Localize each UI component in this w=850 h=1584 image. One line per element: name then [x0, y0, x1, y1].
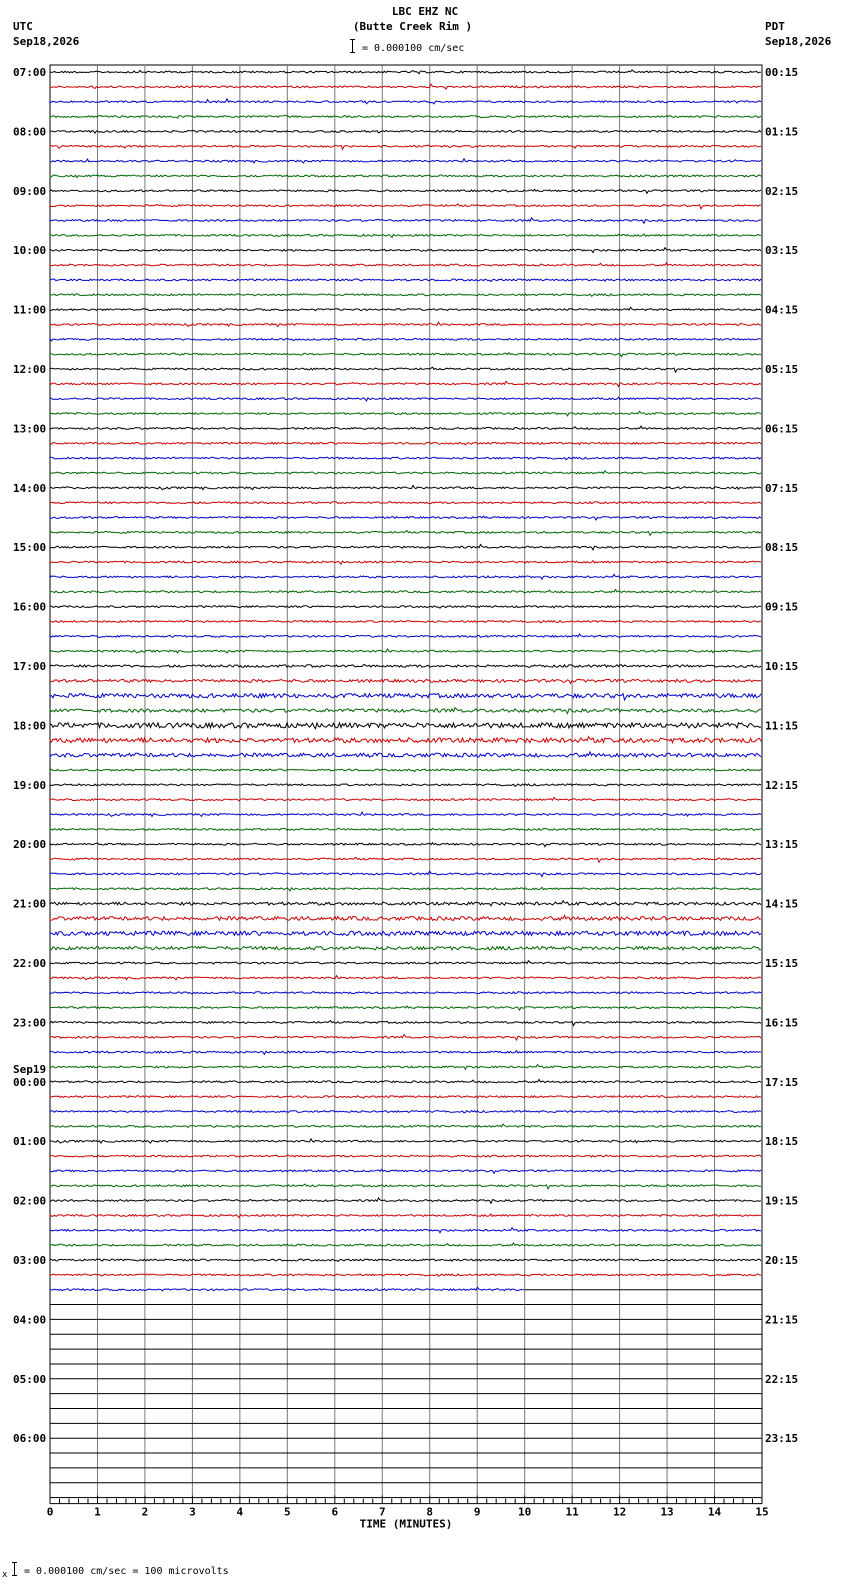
- utc-hour-label: 09:00: [13, 184, 47, 198]
- x-tick-label: 14: [707, 1505, 722, 1519]
- trace-row-54: [50, 871, 761, 876]
- trace-row-18: [50, 338, 761, 341]
- x-tick-label: 2: [141, 1505, 149, 1519]
- trace-row-44: [50, 723, 761, 729]
- trace-row-22: [50, 397, 761, 401]
- utc-hour-label: 08:00: [13, 125, 47, 139]
- trace-row-9: [50, 204, 761, 209]
- trace-row-13: [50, 263, 761, 266]
- pdt-hour-label: 22:15: [765, 1372, 799, 1386]
- trace-row-27: [50, 471, 761, 474]
- trace-row-75: [50, 1184, 761, 1189]
- utc-hour-label: 04:00: [13, 1313, 47, 1327]
- trace-row-35: [50, 590, 761, 593]
- trace-row-42: [50, 694, 761, 700]
- utc-hour-label: 22:00: [13, 957, 47, 970]
- footer-mark: x: [2, 1570, 8, 1580]
- station-title: LBC EHZ NC: [391, 5, 459, 18]
- trace-row-30: [50, 516, 761, 520]
- trace-row-58: [50, 931, 761, 936]
- trace-row-34: [50, 574, 761, 579]
- pdt-hour-label: 11:15: [765, 719, 799, 733]
- utc-hour-label: 02:00: [13, 1194, 47, 1208]
- pdt-hour-label: 09:15: [765, 600, 799, 614]
- trace-row-10: [50, 218, 761, 223]
- trace-row-1: [50, 84, 761, 89]
- left-date: Sep18,2026: [13, 35, 80, 48]
- trace-row-81: [50, 1274, 761, 1276]
- utc-hour-label: 06:00: [13, 1432, 47, 1446]
- utc-hour-label: 03:00: [13, 1254, 47, 1267]
- trace-row-17: [50, 322, 761, 326]
- pdt-hour-label: 18:15: [765, 1135, 799, 1149]
- x-tick-label: 10: [518, 1505, 532, 1519]
- trace-row-55: [50, 887, 761, 891]
- trace-row-63: [50, 1006, 761, 1010]
- trace-row-69: [50, 1096, 761, 1099]
- utc-hour-label: 18:00: [13, 719, 47, 733]
- trace-row-56: [50, 901, 761, 906]
- trace-row-47: [50, 769, 761, 772]
- trace-row-66: [50, 1051, 761, 1055]
- pdt-hour-label: 06:15: [765, 422, 799, 436]
- trace-row-16: [50, 307, 761, 310]
- trace-row-32: [50, 545, 761, 550]
- pdt-hour-label: 20:15: [765, 1254, 799, 1267]
- trace-row-19: [50, 353, 761, 357]
- trace-row-51: [50, 828, 761, 830]
- trace-row-52: [50, 843, 761, 847]
- trace-row-59: [50, 947, 761, 951]
- x-tick-label: 11: [565, 1505, 579, 1519]
- trace-row-45: [50, 737, 761, 743]
- x-axis: [47, 1496, 769, 1531]
- pdt-hour-label: 14:15: [765, 897, 799, 911]
- utc-hour-label: 10:00: [13, 244, 47, 258]
- utc-hour-label: 23:00: [13, 1016, 47, 1030]
- pdt-hour-label: 03:15: [765, 244, 799, 258]
- trace-row-76: [50, 1198, 761, 1203]
- site-name: (Butte Creek Rim ): [352, 20, 473, 33]
- x-tick-label: 3: [189, 1505, 196, 1519]
- trace-row-64: [50, 1021, 761, 1026]
- utc-hour-label: 00:00: [13, 1075, 47, 1089]
- trace-row-72: [50, 1139, 761, 1143]
- utc-hour-label: 19:00: [13, 778, 47, 792]
- trace-row-26: [50, 457, 761, 459]
- trace-row-0: [50, 70, 761, 74]
- trace-row-68: [50, 1080, 761, 1083]
- pdt-hour-label: 23:15: [765, 1432, 799, 1446]
- trace-row-8: [50, 189, 761, 193]
- trace-row-38: [50, 634, 761, 637]
- trace-row-24: [50, 426, 761, 429]
- utc-hour-label: 15:00: [13, 541, 47, 555]
- trace-row-41: [50, 679, 761, 683]
- footer-scale-note: = 0.000100 cm/sec = 100 microvolts: [24, 1566, 229, 1577]
- trace-row-20: [50, 367, 761, 372]
- x-axis-label: TIME (MINUTES): [359, 1517, 453, 1531]
- utc-hour-label: 12:00: [13, 363, 47, 376]
- trace-row-14: [50, 279, 761, 282]
- trace-row-21: [50, 381, 761, 386]
- x-tick-label: 4: [236, 1505, 244, 1519]
- trace-row-53: [50, 857, 761, 862]
- left-timezone: UTC: [13, 20, 33, 33]
- right-timezone: PDT: [765, 20, 785, 33]
- trace-row-67: [50, 1065, 761, 1070]
- x-tick-label: 7: [378, 1505, 386, 1519]
- trace-row-28: [50, 486, 761, 490]
- trace-row-73: [50, 1155, 761, 1157]
- trace-row-36: [50, 606, 761, 609]
- trace-row-57: [50, 915, 761, 920]
- pdt-hour-label: 01:15: [765, 125, 799, 139]
- x-tick-label: 15: [755, 1505, 769, 1519]
- trace-row-79: [50, 1243, 761, 1246]
- trace-row-11: [50, 234, 761, 238]
- x-tick-label: 13: [660, 1505, 674, 1519]
- trace-row-5: [50, 145, 761, 149]
- trace-row-6: [50, 159, 761, 163]
- trace-row-3: [50, 115, 761, 118]
- x-tick-label: 9: [473, 1505, 481, 1519]
- footer-scale-bar-icon: [14, 1562, 15, 1576]
- pdt-hour-label: 15:15: [765, 957, 799, 970]
- x-tick-label: 1: [94, 1505, 101, 1519]
- trace-row-60: [50, 961, 761, 964]
- utc-hour-label: 11:00: [13, 303, 47, 317]
- trace-row-78: [50, 1228, 761, 1233]
- x-tick-label: 0: [46, 1505, 54, 1519]
- trace-row-31: [50, 531, 761, 536]
- trace-row-74: [50, 1169, 761, 1173]
- trace-row-70: [50, 1111, 761, 1113]
- trace-row-46: [50, 752, 761, 757]
- utc-hour-label: 01:00: [13, 1135, 47, 1149]
- utc-hour-label: 13:00: [13, 422, 47, 436]
- trace-row-23: [50, 411, 761, 416]
- trace-layer: [50, 70, 762, 1483]
- trace-row-4: [50, 130, 761, 133]
- utc-hour-label: 17:00: [13, 660, 47, 673]
- trace-row-25: [50, 442, 761, 445]
- trace-row-65: [50, 1035, 761, 1040]
- x-tick-label: 12: [612, 1505, 627, 1519]
- pdt-hour-label: 16:15: [765, 1016, 799, 1030]
- right-date: Sep18,2026: [765, 35, 832, 48]
- trace-row-71: [50, 1124, 761, 1127]
- pdt-hour-label: 13:15: [765, 838, 799, 852]
- pdt-hour-label: 05:15: [765, 363, 799, 376]
- trace-row-7: [50, 175, 761, 178]
- utc-hour-label: 21:00: [13, 897, 47, 911]
- pdt-hour-label: 12:15: [765, 778, 799, 792]
- trace-row-15: [50, 294, 761, 296]
- trace-row-40: [50, 665, 761, 668]
- utc-hour-label: 14:00: [13, 481, 47, 495]
- utc-hour-label: 16:00: [13, 600, 47, 614]
- trace-row-29: [50, 502, 761, 504]
- trace-row-33: [50, 561, 761, 565]
- trace-row-50: [50, 812, 761, 816]
- trace-row-49: [50, 797, 761, 800]
- trace-row-2: [50, 99, 761, 104]
- pdt-hour-label: 19:15: [765, 1194, 799, 1208]
- pdt-hour-label: 21:15: [765, 1313, 799, 1327]
- x-tick-label: 6: [331, 1505, 339, 1519]
- utc-date-label: Sep19: [13, 1062, 47, 1076]
- utc-hour-label: 07:00: [13, 66, 47, 79]
- x-tick-label: 5: [284, 1505, 291, 1519]
- trace-row-48: [50, 784, 761, 786]
- trace-row-39: [50, 649, 761, 653]
- pdt-hour-label: 02:15: [765, 184, 799, 198]
- pdt-hour-label: 07:15: [765, 481, 799, 495]
- utc-hour-label: 05:00: [13, 1372, 47, 1386]
- trace-row-43: [50, 708, 761, 714]
- utc-hour-label: 20:00: [13, 838, 47, 852]
- trace-row-61: [50, 976, 761, 980]
- pdt-hour-label: 04:15: [765, 303, 799, 317]
- scale-label: = 0.000100 cm/sec: [362, 43, 465, 54]
- trace-row-62: [50, 992, 761, 994]
- trace-row-77: [50, 1214, 761, 1218]
- pdt-hour-label: 17:15: [765, 1075, 799, 1089]
- x-tick-label: 8: [426, 1505, 434, 1519]
- trace-row-80: [50, 1259, 761, 1262]
- pdt-hour-label: 10:15: [765, 660, 799, 673]
- pdt-hour-label: 00:15: [765, 66, 799, 79]
- trace-row-37: [50, 621, 761, 623]
- trace-row-12: [50, 248, 761, 253]
- pdt-hour-label: 08:15: [765, 541, 799, 555]
